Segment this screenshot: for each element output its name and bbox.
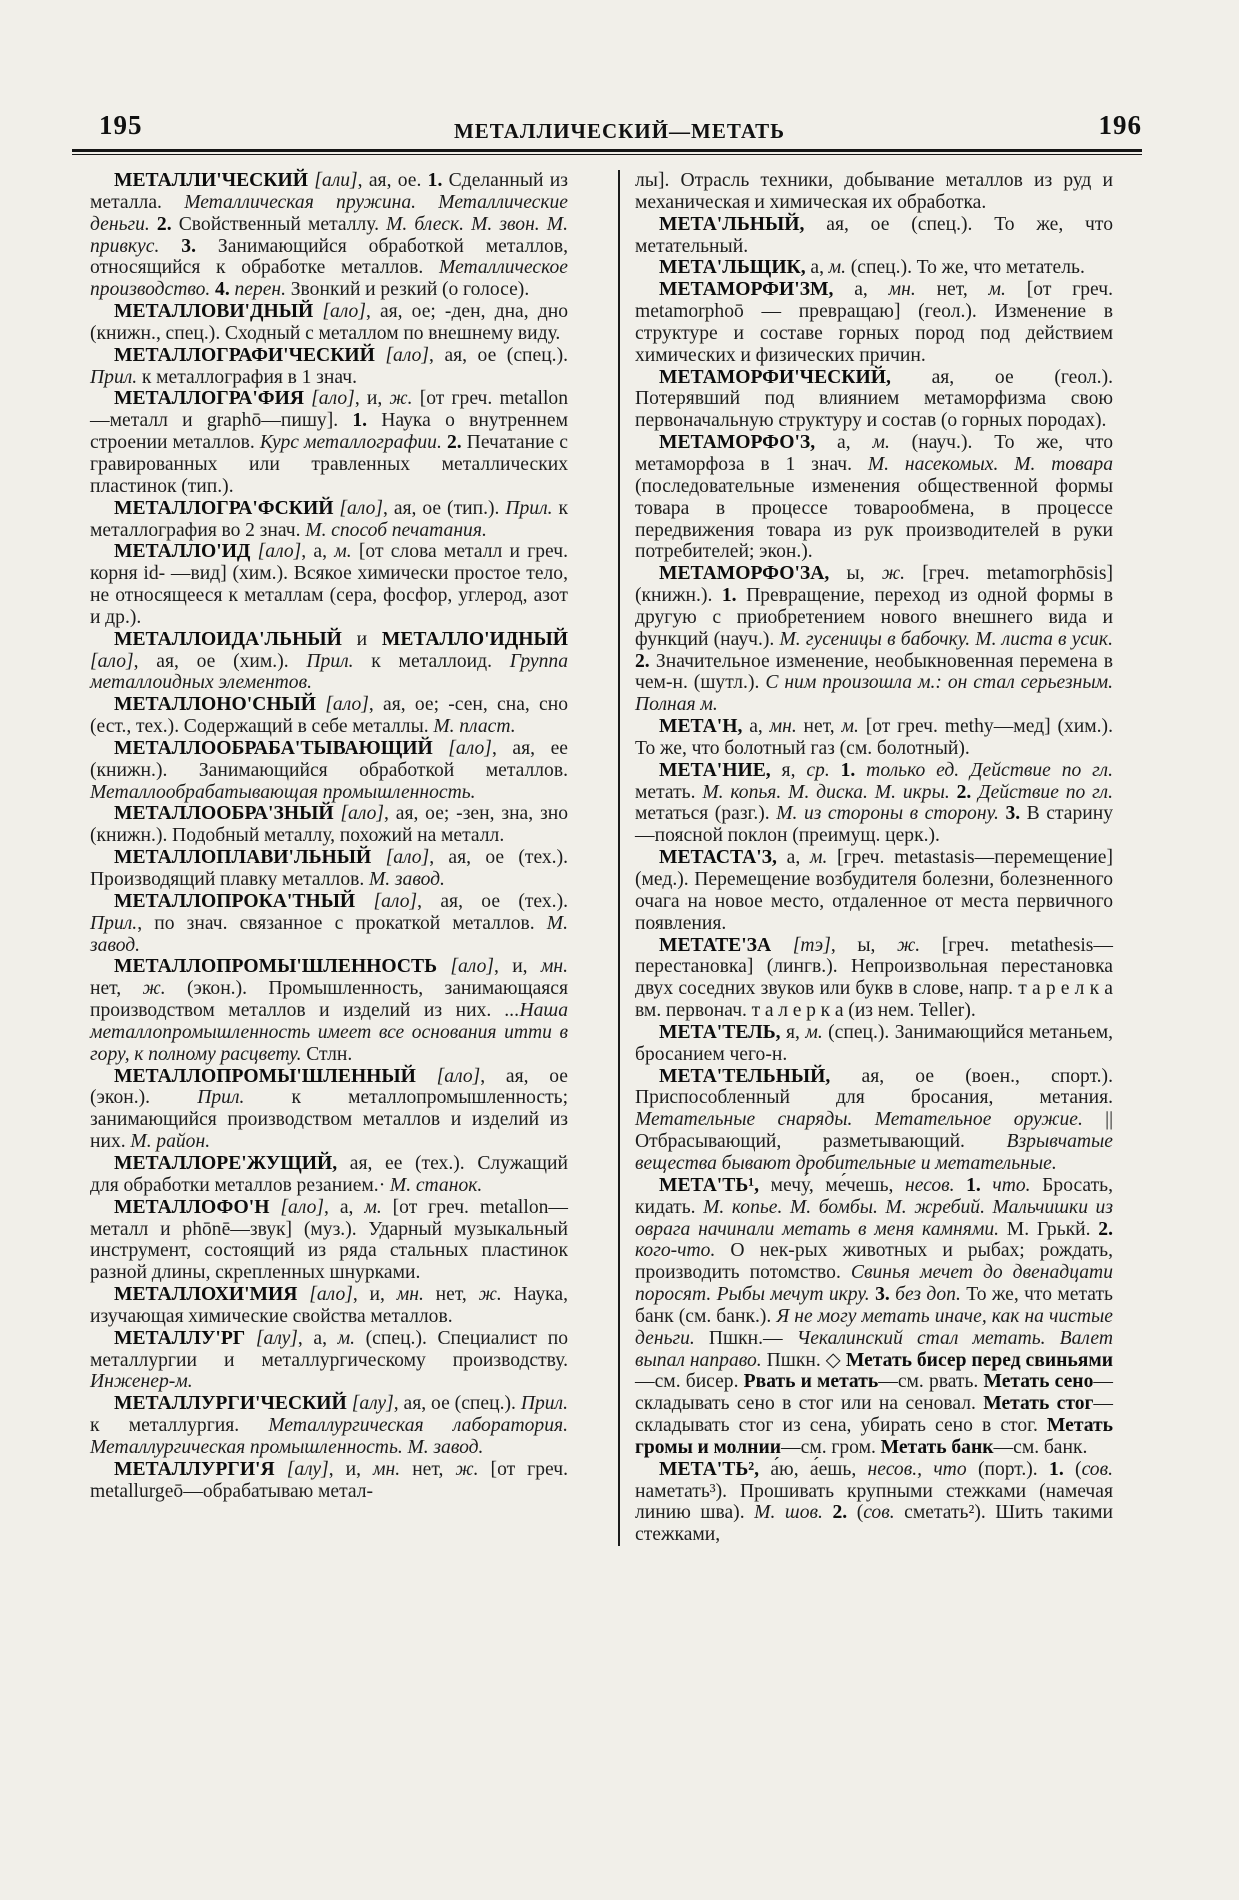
headword: МЕТАЛЛУРГИ'ЧЕСКИЙ xyxy=(114,1393,347,1415)
dictionary-entry: МЕТАЛЛОПРОМЫ'ШЛЕННОСТЬ [ало], и, мн. нет, ж. (экон.). Промышленность, занимающаяся производством металлов и изделий из них. ...Наша металлопромышленность имеет все основания итти в гору, к полному расцвету. Стлн. xyxy=(90,956,568,1065)
dictionary-entry: МЕТАЛЛОФО'Н [ало], а, м. [от греч. metallon—металл и phōnē—звук] (муз.). Ударный музыкальный инструмент, состоящий из ряда стальных пластинок разной длины, скрепленных шнурками. xyxy=(90,1196,569,1284)
dictionary-entry: МЕТА'ТЬ², а́ю, а́ешь, несов., что (порт.). 1. (сов. наметать³). Прошивать крупными стежками (намечая линию шва). М. шов. 2. (сов. сметать²). Шить такими стежками, xyxy=(635,1458,1113,1546)
headword: МЕТАЛЛОПЛАВИ'ЛЬНЫЙ xyxy=(114,847,372,869)
headword: МЕТАЛЛОПРОМЫ'ШЛЕННЫЙ xyxy=(114,1065,416,1087)
dictionary-entry: МЕТАЛЛИ'ЧЕСКИЙ [али], ая, ое. 1. Сделанный из металла. Металлическая пружина. Металлические деньги. 2. Свойственный металлу. М. блеск. М. звон. М. привкус. 3. Занимающийся обработкой металлов, относящийся к обработке металлов. Металлическое производство. 4. перен. Звонкий и резкий (о голосе). xyxy=(90,170,569,301)
column-divider xyxy=(618,170,620,1546)
dictionary-entry: МЕТАЛЛОПРОКА'ТНЫЙ [ало], ая, ое (тех.). Прил., по знач. связанное с прокаткой металлов. М. завод. xyxy=(90,890,568,956)
dictionary-entry: МЕТАЛЛУРГИ'ЧЕСКИЙ [алу], ая, ое (спец.). Прил. к металлургия. Металлургическая лаборатория. Металлургическая промышленность. М. завод. xyxy=(90,1393,568,1458)
dictionary-entry: МЕТАЛЛООБРАБА'ТЫВАЮЩИЙ [ало], ая, ее (книжн.). Занимающийся обработкой металлов. Металлообрабатывающая промышленность. xyxy=(90,737,569,803)
headword: МЕТАЛЛОХИ'МИЯ xyxy=(114,1284,298,1306)
headword: МЕТАМОРФИ'ЧЕСКИЙ, xyxy=(659,366,891,388)
dictionary-entry: МЕТА'ЛЬЩИК, а, м. (спец.). То же, что метатель. xyxy=(659,257,1085,279)
page-number-left: 195 xyxy=(99,110,143,140)
headword: МЕТА'ЛЬЩИК, xyxy=(659,257,806,279)
dictionary-entry: МЕТАСТА'З, а, м. [греч. metastasis—перемещение] (мед.). Перемещение возбудителя болезни, болезненного очага на новое место, отдаленное от места первичного появления. xyxy=(635,847,1113,934)
headword: МЕТА'ТЕЛЬНЫЙ, xyxy=(659,1065,831,1087)
dictionary-entry: МЕТАЛЛОПРОМЫ'ШЛЕННЫЙ [ало], ая, ое (экон.). Прил. к металлопромышленность; занимающийся производством металлов и изделий из них. М. район. xyxy=(90,1065,569,1153)
dictionary-entry: МЕТАЛЛОНО'СНЫЙ [ало], ая, ое; -сен, сна, сно (ест., тех.). Содержащий в себе металлы. М. пласт. xyxy=(90,694,568,738)
headword: МЕТАЛЛОНО'СНЫЙ xyxy=(114,694,317,716)
headword: МЕТАЛЛОГРАФИ'ЧЕСКИЙ xyxy=(114,344,375,366)
dictionary-entry: МЕТАЛЛОГРА'ФСКИЙ [ало], ая, ое (тип.). Прил. к металлография во 2 знач. М. способ печатания. xyxy=(90,497,568,541)
dictionary-entry: МЕТАЛЛОХИ'МИЯ [ало], и, мн. нет, ж. Наука, изучающая химические свойства металлов. xyxy=(90,1284,568,1327)
dictionary-entry: МЕТАЛЛОГРА'ФИЯ [ало], и, ж. [от греч. metallon—металл и graphō—пишу]. 1. Наука о внутреннем строении металлов. Курс металлографии. 2. Печатание с гравированных или травленных металлических пластинок (тип.). xyxy=(90,388,569,497)
headword: МЕТАЛЛОПРОМЫ'ШЛЕННОСТЬ xyxy=(114,956,438,978)
dictionary-entry: МЕТАЛЛОВИ'ДНЫЙ [ало], ая, ое; -ден, дна, дно (книжн., спец.). Сходный с металлом по внешнему виду. xyxy=(90,301,568,344)
right-column xyxy=(635,170,1113,1546)
dictionary-entry: МЕТАЛЛОРЕ'ЖУЩИЙ, ая, ее (тех.). Служащий для обработки металлов резанием.· М. станок. xyxy=(90,1152,568,1196)
headword: МЕТАЛЛОГРА'ФИЯ xyxy=(114,388,304,410)
headword: МЕТАЛЛООБРА'ЗНЫЙ xyxy=(114,803,334,825)
headword: МЕТА'Н, xyxy=(659,716,743,738)
dictionary-entry: МЕТАЛЛО'ИД [ало], а, м. [от слова металл и греч. корня id- —вид] (хим.). Всякое химически простое тело, не относящееся к металлам (сера, фосфор, углерод, азот и др.). xyxy=(90,541,568,628)
left-column xyxy=(90,170,568,1502)
headword: МЕТАЛЛОФО'Н xyxy=(114,1196,270,1218)
text-columns xyxy=(90,170,1113,1546)
dictionary-entry: МЕТА'ТЕЛЬНЫЙ, ая, ое (воен., спорт.). Приспособленный для бросания, метания. Метательные снаряды. Метательное оружие. || Отбрасывающий, разметывающий. Взрывчатые вещества бывают дробительные и метательные. xyxy=(635,1065,1113,1174)
headword: МЕТАЛЛОВИ'ДНЫЙ xyxy=(114,301,314,323)
headword: МЕТАЛЛИ'ЧЕСКИЙ xyxy=(114,170,308,191)
headword: МЕТАМОРФО'ЗА, xyxy=(659,563,830,585)
headword: МЕТАЛЛОПРОКА'ТНЫЙ xyxy=(114,890,356,912)
dictionary-entry: МЕТАМОРФО'ЗА, ы, ж. [греч. metamorphōsis] (книжн.). 1. Превращение, переход из одной формы в другую с приобретением нового внешнего вида и функций (науч.). М. гусеницы в бабочку. М. листа в усик. 2. Значительное изменение, необыкновенная перемена в чем-н. (шутл.). С ним произошла м.: он стал серьезным. Полная м. xyxy=(635,563,1114,716)
headword: МЕТАЛЛООБРАБА'ТЫВАЮЩИЙ xyxy=(114,737,433,759)
dictionary-entry: МЕТАЛЛУРГИ'Я [алу], и, мн. нет, ж. [от греч. metallurgeō—обрабатываю метал- xyxy=(90,1458,568,1502)
headword: МЕТАМОРФИ'ЗМ, xyxy=(659,279,834,301)
dictionary-entry: МЕТАЛЛОИДА'ЛЬНЫЙ и МЕТАЛЛО'ИДНЫЙ [ало], ая, ое (хим.). Прил. к металлоид. Группа металлоидных элементов. xyxy=(90,628,569,694)
dictionary-entry: МЕТА'ТЬ¹, мечу́, ме́чешь, несов. 1. что. Бросать, кидать. М. копье. М. бомбы. М. жребий. Мальчишки из оврага начинали метать в меня камнями. М. Грькй. 2. кого-что. О нек-рых животных и рыбах; рождать, производить потомство. Свинья мечет до двенадцати поросят. Рыбы мечут икру. 3. без доп. То же, что метать банк (см. банк.). Я не могу метать иначе, как на чистые деньги. Пшкн.— Чекалинский стал метать. Валет выпал направо. Пшкн. ◇ Метать бисер перед свиньями—см. бисер. Рвать и метать—см. рвать. Метать сено—складывать сено в стог или на сеновал. Метать стог—складывать стог из сена, убирать сено в стог. Метать громы и молнии—см. гром. Метать банк—см. банк. xyxy=(635,1174,1114,1458)
header-rule xyxy=(72,149,1142,155)
running-head: МЕТАЛЛИЧЕСКИЙ—МЕТАТЬ xyxy=(453,119,786,143)
dictionary-entry: МЕТАЛЛООБРА'ЗНЫЙ [ало], ая, ое; -зен, зна, зно (книжн.). Подобный металлу, похожий на металл. xyxy=(90,803,568,847)
dictionary-entry: МЕТА'НИЕ, я, ср. 1. только ед. Действие по гл. метать. М. копья. М. диска. М. икры. 2. Действие по гл. метаться (разг.). М. из стороны в сторону. 3. В старину—поясной поклон (преимущ. церк.). xyxy=(635,759,1114,847)
dictionary-entry: МЕТАЛЛОПЛАВИ'ЛЬНЫЙ [ало], ая, ое (тех.). Производящий плавку металлов. М. завод. xyxy=(90,847,569,890)
headword: МЕТАСТА'З, xyxy=(659,847,777,869)
headword: МЕТАЛЛУРГИ'Я xyxy=(114,1458,275,1480)
entry-continuation: лы]. Отрасль техники, добывание металлов из руд и механическая и химическая их обработка. xyxy=(635,170,1113,213)
headword: МЕТАЛЛОРЕ'ЖУЩИЙ, xyxy=(114,1152,338,1174)
dictionary-entry: МЕТАТЕ'ЗА [тэ], ы, ж. [греч. metathesis—перестановка] (лингв.). Непроизвольная перестановка двух соседних звуков или букв в слове, напр. т а р е л к а вм. первонач. т а л е р к а (из нем. Teller). xyxy=(635,934,1114,1022)
dictionary-entry: МЕТАМОРФО'З, а, м. (науч.). То же, что метаморфоза в 1 знач. М. насекомых. М. товара (последовательные изменения общественной формы товара в процессе товарообмена, в процессе передвижения товара из рук производителей в руки потребителей; экон.). xyxy=(635,432,1113,563)
headword: МЕТА'ТЬ², xyxy=(659,1458,760,1480)
headword: МЕТАТЕ'ЗА xyxy=(659,934,772,956)
dictionary-entry: МЕТАМОРФИ'ЗМ, а, мн. нет, м. [от греч. metamorphoō — превращаю] (геол.). Изменение в структуре и составе горных пород под действием химических и физических причин. xyxy=(635,279,1113,366)
headword: МЕТАЛЛО'ИД xyxy=(114,541,251,563)
headword: МЕТАЛЛОГРА'ФСКИЙ xyxy=(114,497,334,519)
headword: МЕТА'НИЕ, xyxy=(659,759,771,781)
dictionary-entry: МЕТА'ТЕЛЬ, я, м. (спец.). Занимающийся метаньем, бросанием чего-н. xyxy=(635,1021,1113,1065)
headword: МЕТА'ЛЬНЫЙ, xyxy=(659,213,805,235)
dictionary-entry: МЕТА'ЛЬНЫЙ, ая, ое (спец.). То же, что метательный. xyxy=(635,213,1113,257)
headword: МЕТА'ТЕЛЬ, xyxy=(659,1021,781,1043)
dictionary-entry: МЕТАЛЛОГРАФИ'ЧЕСКИЙ [ало], ая, ое (спец.). Прил. к металлография в 1 знач. xyxy=(90,344,569,388)
dictionary-entry: МЕТАЛЛУ'РГ [алу], а, м. (спец.). Специалист по металлургии и металлургическому производству. Инженер-м. xyxy=(90,1327,568,1393)
headword: МЕТАЛЛОИДА'ЛЬНЫЙ xyxy=(114,628,342,650)
dictionary-entry: МЕТАМОРФИ'ЧЕСКИЙ, ая, ое (геол.). Потерявший под влиянием метаморфизма свою первоначальную структуру и состав (о горных породах). xyxy=(635,366,1113,432)
headword: МЕТАЛЛУ'РГ xyxy=(114,1327,246,1349)
headword: МЕТА'ТЬ¹, xyxy=(659,1174,760,1196)
dictionary-entry: МЕТА'Н, а, мн. нет, м. [от греч. methy—мед] (хим.). То же, что болотный газ (см. болотный). xyxy=(635,716,1113,759)
page-number-right: 196 xyxy=(1098,110,1142,140)
headword: МЕТАМОРФО'З, xyxy=(659,432,816,454)
